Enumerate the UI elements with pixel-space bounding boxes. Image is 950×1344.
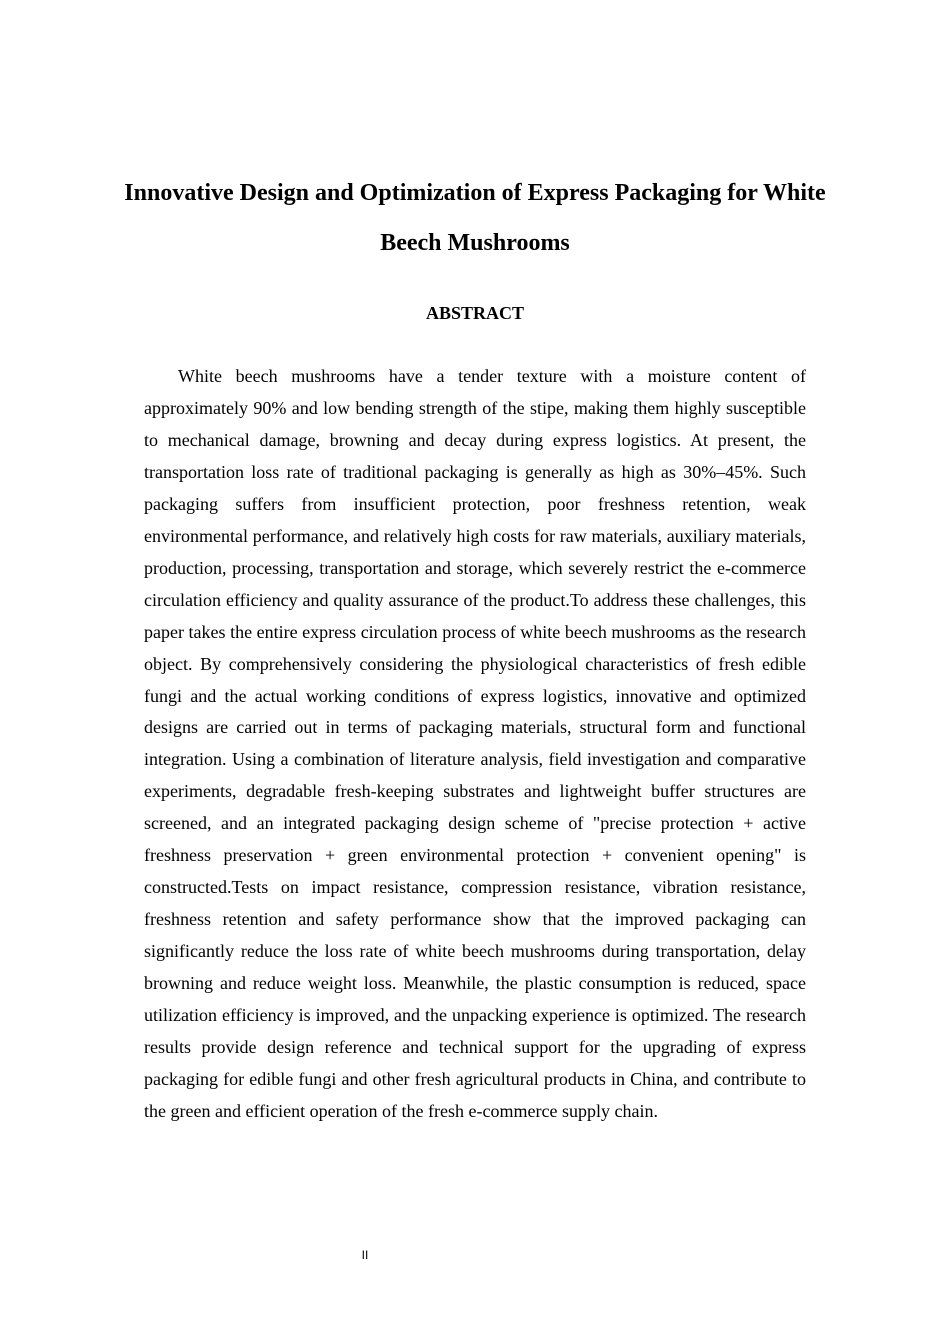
abstract-heading: ABSTRACT (425, 303, 525, 323)
paper-title: Innovative Design and Optimization of Express Packaging for White Beech Mushrooms (124, 180, 826, 256)
page-number: II (361, 1248, 369, 1262)
abstract-body: White beech mushrooms have a tender texture with a moisture content of approximately 90% and low bending strength of the stipe, making them highly susceptible to mechanical damage, browning and decay during express logistics. At present, the transportation loss rate of traditional packaging is generally as high as 30%–45%. Such packaging suffers from insufficient protection, poor freshness retention, weak environmental performance, and relatively high costs for raw materials, auxiliary materials, production, processing, transportation and storage, which severely restrict the e-commerce circulation efficiency and quality assurance of the product.To address these challenges, this paper takes the entire express circulation process of white beech mushrooms as the research object. By comprehensively considering the physiological characteristics of fresh edible fungi and the actual working conditions of express logistics, innovative and optimized designs are carried out in terms of packaging materials, structural form and functional integration. Using a combination of literature analysis, field investigation and comparative experiments, degradable fresh-keeping substrates and lightweight buffer structures are screened, and an integrated packaging design scheme of "precise protection + active freshness preservation + green environmental protection + convenient opening" is constructed.Tests on impact resistance, compression resistance, vibration resistance, freshness retention and safety performance show that the improved packaging can significantly reduce the loss rate of white beech mushrooms during transportation, delay browning and reduce weight loss. Meanwhile, the plastic consumption is reduced, space utilization efficiency is improved, and the unpacking experience is optimized. The research results provide design reference and technical support for the upgrading of express packaging for edible fungi and other fresh agricultural products in China, and contribute to the green and efficient operation of the fresh e-commerce supply chain. (144, 366, 806, 1121)
